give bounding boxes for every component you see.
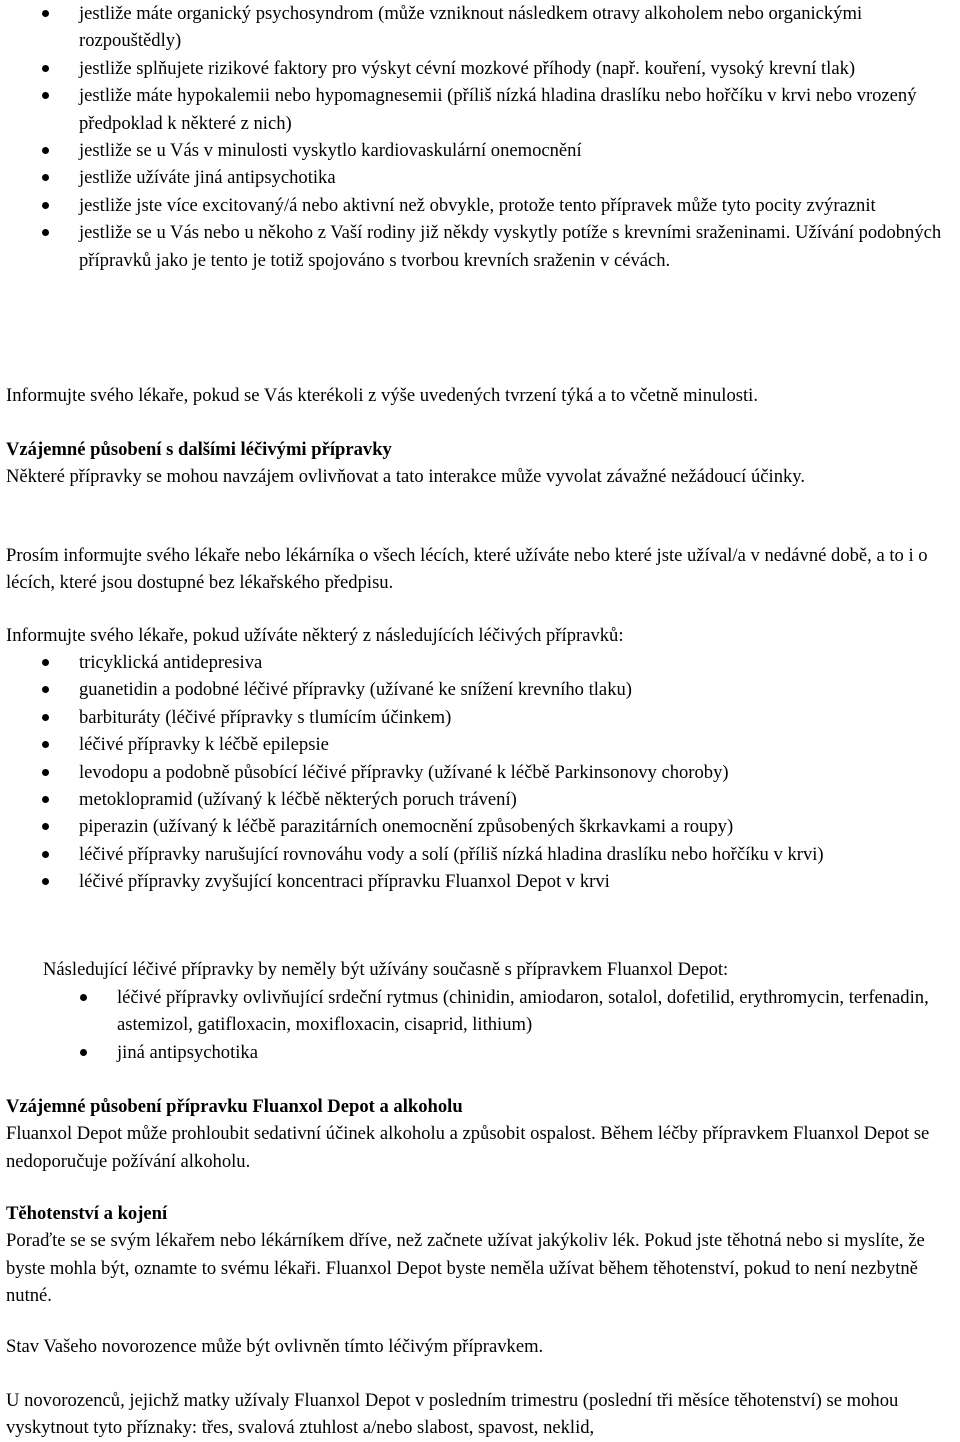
bullet-icon bbox=[42, 10, 49, 17]
interactions-heading: Vzájemné působení s dalšími léčivými přípravky bbox=[6, 439, 392, 460]
inform-statement: Informujte svého lékaře, pokud se Vás kterékoli z výše uvedených tvrzení týká a to včetně minulosti. bbox=[6, 385, 758, 406]
interactions-text: Některé přípravky se mohou navzájem ovlivňovat a tato interakce může vyvolat závažné nežádoucí účinky. bbox=[6, 466, 806, 488]
alcohol-section bbox=[6, 1093, 956, 1175]
list-item: guanetidin a podobné léčivé přípravky (užívané ke snížení krevního tlaku) bbox=[79, 676, 957, 703]
list-item: tricyklická antidepresiva bbox=[79, 649, 957, 676]
drug-list bbox=[79, 649, 957, 896]
newborns-paragraph: U novorozenců, jejichž matky užívaly Fluanxol Depot v posledním trimestru (poslední tři měsíce těhotenství) se mohou vyskytnout tyto příznaky: třes, svalová ztuhlost a/nebo slabost, spavost, neklid, bbox=[6, 1390, 899, 1439]
bullet-icon bbox=[42, 92, 49, 99]
list-item: jestliže se u Vás nebo u někoho z Vaší rodiny již někdy vyskytly potíže s krevními sraženinami. Užívání podobných přípravků jako je tento je totiž spojováno s tvorbou krevních sraženin v cévách. bbox=[79, 219, 957, 274]
alcohol-heading: Vzájemné působení přípravku Fluanxol Depot a alkoholu bbox=[6, 1096, 463, 1117]
bullet-icon bbox=[42, 174, 49, 181]
pregnancy-text: Poraďte se se svým lékařem nebo lékárníkem dříve, než začnete užívat jakýkoliv lék. Pokud jste těhotná nebo si myslíte, že byste mohla být, oznamte to svému lékaři. Fluanxol Depot byste neměla užívat během těhotenství, pokud to není nezbytně nutné. bbox=[6, 1230, 925, 1307]
not-concurrent-list bbox=[117, 984, 957, 1066]
bullet-icon bbox=[42, 714, 49, 721]
list-item: jestliže máte hypokalemii nebo hypomagnesemii (příliš nízká hladina draslíku nebo hořčíku v krvi nebo vrozený předpoklad k některé z nich) bbox=[79, 82, 957, 137]
bullet-icon bbox=[42, 769, 49, 776]
bullet-icon bbox=[42, 796, 49, 803]
bullet-icon bbox=[80, 994, 87, 1001]
interactions-section bbox=[6, 436, 956, 491]
risk-factor-list bbox=[79, 0, 957, 274]
list-item: piperazin (užívaný k léčbě parazitárních onemocnění způsobených škrkavkami a roupy) bbox=[79, 813, 957, 840]
bullet-icon bbox=[42, 851, 49, 858]
list-item: léčivé přípravky narušující rovnováhu vody a solí (příliš nízká hladina draslíku nebo hořčíku v krvi) bbox=[79, 841, 957, 868]
list-item: léčivé přípravky ovlivňující srdeční rytmus (chinidin, amiodaron, sotalol, dofetilid, erythromycin, terfenadin, astemizol, gatifloxacin, moxifloxacin, cisaprid, lithium) bbox=[117, 984, 957, 1039]
list-item: léčivé přípravky k léčbě epilepsie bbox=[79, 731, 957, 758]
pregnancy-section bbox=[6, 1200, 956, 1310]
newborn-state-paragraph: Stav Vašeho novorozence může být ovlivněn tímto léčivým přípravkem. bbox=[6, 1336, 544, 1357]
list-item: jiná antipsychotika bbox=[117, 1039, 957, 1066]
alcohol-text: Fluanxol Depot může prohloubit sedativní účinek alkoholu a způsobit ospalost. Během léčby přípravkem Fluanxol Depot se nedoporučuje požívání alkoholu. bbox=[6, 1123, 930, 1172]
list-item: jestliže splňujete rizikové faktory pro výskyt cévní mozkové příhody (např. kouření, vysoký krevní tlak) bbox=[79, 55, 957, 82]
bullet-icon bbox=[42, 147, 49, 154]
list-item: jestliže máte organický psychosyndrom (může vzniknout následkem otravy alkoholem nebo organickými rozpouštědly) bbox=[79, 0, 957, 55]
bullet-icon bbox=[42, 659, 49, 666]
list-item: metoklopramid (užívaný k léčbě některých poruch trávení) bbox=[79, 786, 957, 813]
bullet-icon bbox=[42, 686, 49, 693]
list-item: jestliže užíváte jiná antipsychotika bbox=[79, 164, 957, 191]
bullet-icon bbox=[42, 65, 49, 72]
bullet-icon bbox=[42, 229, 49, 236]
bullet-icon bbox=[42, 878, 49, 885]
list-item: barbituráty (léčivé přípravky s tlumícím účinkem) bbox=[79, 704, 957, 731]
not-concurrent-paragraph: Následující léčivé přípravky by neměly být užívány současně s přípravkem Fluanxol Depot: bbox=[43, 959, 729, 980]
inform-if-using-paragraph: Informujte svého lékaře, pokud užíváte některý z následujících léčivých přípravků: bbox=[6, 625, 624, 646]
bullet-icon bbox=[42, 202, 49, 209]
list-item: jestliže jste více excitovaný/á nebo aktivní než obvykle, protože tento přípravek může tyto pocity zvýraznit bbox=[79, 192, 957, 219]
list-item: jestliže se u Vás v minulosti vyskytlo kardiovaskulární onemocnění bbox=[79, 137, 957, 164]
pregnancy-heading: Těhotenství a kojení bbox=[6, 1203, 168, 1224]
bullet-icon bbox=[42, 741, 49, 748]
bullet-icon bbox=[80, 1049, 87, 1056]
list-item: levodopu a podobně působící léčivé přípravky (užívané k léčbě Parkinsonovy choroby) bbox=[79, 759, 957, 786]
please-inform-paragraph: Prosím informujte svého lékaře nebo lékárníka o všech lécích, které užíváte nebo které jste užíval/a v nedávné době, a to i o lécích, které jsou dostupné bez lékařského předpisu. bbox=[6, 545, 928, 594]
bullet-icon bbox=[42, 823, 49, 830]
list-item: léčivé přípravky zvyšující koncentraci přípravku Fluanxol Depot v krvi bbox=[79, 868, 957, 895]
